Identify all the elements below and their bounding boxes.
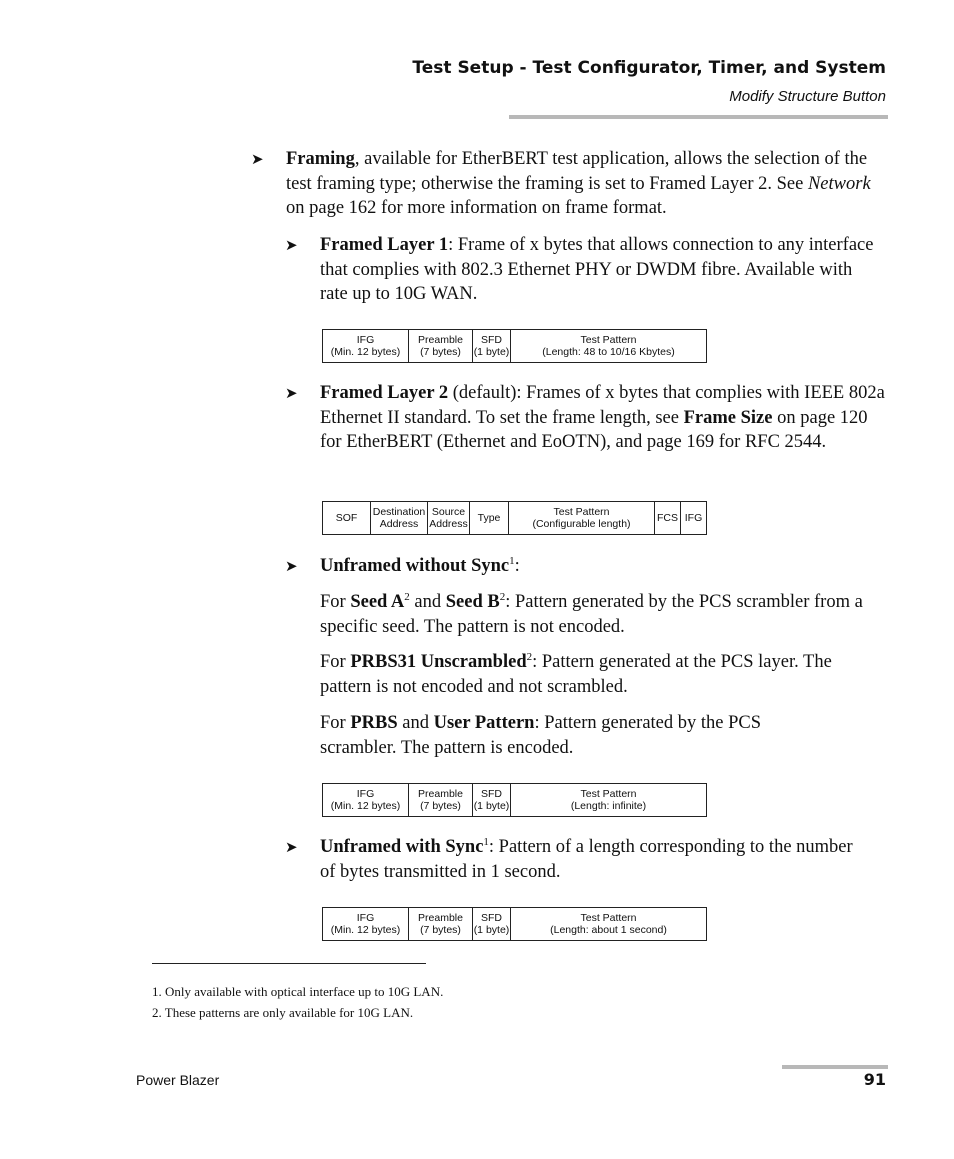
page-number: 91	[863, 1070, 886, 1089]
framed-layer-2-text-1: (default): Frames of x bytes that complies with IEEE 802a Ethernet II standard. To set the frame length, see	[320, 383, 885, 428]
prbs-term: PRBS	[350, 713, 398, 733]
footnote-ref: 1	[509, 555, 515, 567]
frame-diagram-unframed-with-sync	[322, 907, 707, 941]
framing-term: Framing	[286, 149, 355, 169]
framed-layer-2-paragraph	[320, 381, 885, 455]
frame-size-link[interactable]: Frame Size	[683, 407, 773, 428]
frame-diagram-framed-layer-2	[322, 501, 707, 535]
unframed-with-sync-paragraph: Unframed with Sync$^1$: Pattern of a length corresponding to the number of bytes transmitted in 1 second.	[320, 836, 853, 882]
page-header-title: Test Setup - Test Configurator, Timer, and System	[412, 58, 886, 78]
footnote-ref: 2	[526, 651, 533, 663]
frame-cell-ifg: IFG (Min. 12 bytes)	[323, 784, 409, 816]
frame-cell-preamble: Preamble (7 bytes)	[409, 784, 473, 816]
framing-text-2: on page 162 for more information on frame format.	[286, 198, 667, 218]
frame-cell-ifg: IFG (Min. 12 bytes)	[323, 908, 409, 940]
footnote-ref: 2	[499, 591, 506, 603]
footnote-ref: 2	[404, 591, 410, 603]
frame-cell-sof: SOF	[323, 502, 371, 534]
footnote-rule	[152, 963, 426, 964]
frame-cell-sfd: SFD (1 byte)	[473, 784, 511, 816]
page-header-subtitle: Modify Structure Button	[729, 88, 886, 105]
frame-cell-sfd: SFD (1 byte)	[473, 330, 511, 362]
bullet-arrow-icon: ➤	[285, 386, 298, 402]
seed-paragraph: For Seed $A^2$ and Seed $B^2$: Pattern generated by the PCS scrambler from a specific seed. The pattern is not encoded.	[320, 591, 863, 637]
unframed-with-sync-term: Unframed with Sync	[320, 837, 484, 857]
framed-layer-2-term: Framed Layer 2	[320, 383, 449, 403]
frame-cell-test-pattern: Test Pattern (Length: infinite)	[570, 788, 647, 812]
bullet-arrow-icon: ➤	[251, 152, 264, 168]
footnote-1: 1. Only available with optical interface up to 10G LAN.	[152, 984, 444, 999]
frame-cell-preamble: Preamble (7 bytes)	[409, 330, 473, 362]
seed-a-term: Seed A	[350, 592, 405, 612]
frame-cell-sfd: SFD (1 byte)	[473, 908, 511, 940]
framing-text-1: , available for EtherBERT test application, allows the selection of the test framing type; otherwise the framing is set to Framed Layer 2. See	[286, 149, 868, 194]
frame-cell-preamble: Preamble (7 bytes)	[409, 908, 473, 940]
footer-rule	[782, 1065, 888, 1069]
framed-layer-1-text: : Frame of x bytes that allows connection to any interface that complies with 802.3 Ethernet PHY or DWDM fibre. Available with rate up to 10G WAN.	[320, 235, 874, 304]
prbs-user-pattern-paragraph: For PRBS and User Pattern: Pattern generated by the PCS scrambler. The pattern is encoded.	[320, 713, 762, 758]
unframed-without-sync-term: Unframed without Sync	[320, 556, 510, 576]
footnote-2: 2. These patterns are only available for 10G LAN.	[152, 1005, 414, 1020]
prbs31-paragraph: For PRBS31 Unscrambled$^2$: Pattern generated at the PCS layer. The pattern is not encoded and not scrambled.	[320, 651, 832, 697]
framed-layer-1-term: Framed Layer 1	[320, 235, 449, 255]
user-pattern-term: User Pattern	[433, 713, 535, 733]
bullet-arrow-icon: ➤	[285, 238, 298, 254]
frame-cell-test-pattern: Test Pattern (Length: 48 to 10/16 Kbytes)	[542, 334, 675, 358]
footnote-ref: 1	[483, 836, 489, 848]
framed-layer-2-text-2: on page 120 for EtherBERT (Ethernet and EoOTN), and page 169 for RFC 2544.	[320, 407, 868, 452]
network-link[interactable]: Network	[807, 173, 871, 194]
bullet-arrow-icon: ➤	[285, 559, 298, 575]
frame-diagram-unframed-without-sync	[322, 783, 707, 817]
framed-layer-1-paragraph	[320, 233, 880, 307]
frame-diagram-framed-layer-1	[322, 329, 707, 363]
bullet-arrow-icon: ➤	[285, 840, 298, 856]
footer-product-name: Power Blazer	[136, 1072, 220, 1088]
unframed-without-sync-heading: Unframed without Sync$^1$:	[320, 555, 520, 576]
prbs31-term: PRBS31 Unscrambled	[350, 652, 527, 672]
header-rule	[509, 115, 888, 119]
frame-cell-destination-address: Destination Address	[371, 502, 428, 534]
frame-cell-test-pattern: Test Pattern (Length: about 1 second)	[550, 912, 667, 936]
frame-cell-source-address: Source Address	[428, 502, 470, 534]
frame-cell-fcs: FCS	[655, 502, 681, 534]
frame-cell-test-pattern: Test Pattern (Configurable length)	[509, 502, 655, 534]
frame-cell-ifg: IFG	[684, 512, 703, 524]
frame-cell-ifg: IFG (Min. 12 bytes)	[323, 330, 409, 362]
framing-paragraph	[286, 147, 886, 221]
seed-b-term: Seed B	[445, 592, 500, 612]
frame-cell-type: Type	[470, 502, 509, 534]
